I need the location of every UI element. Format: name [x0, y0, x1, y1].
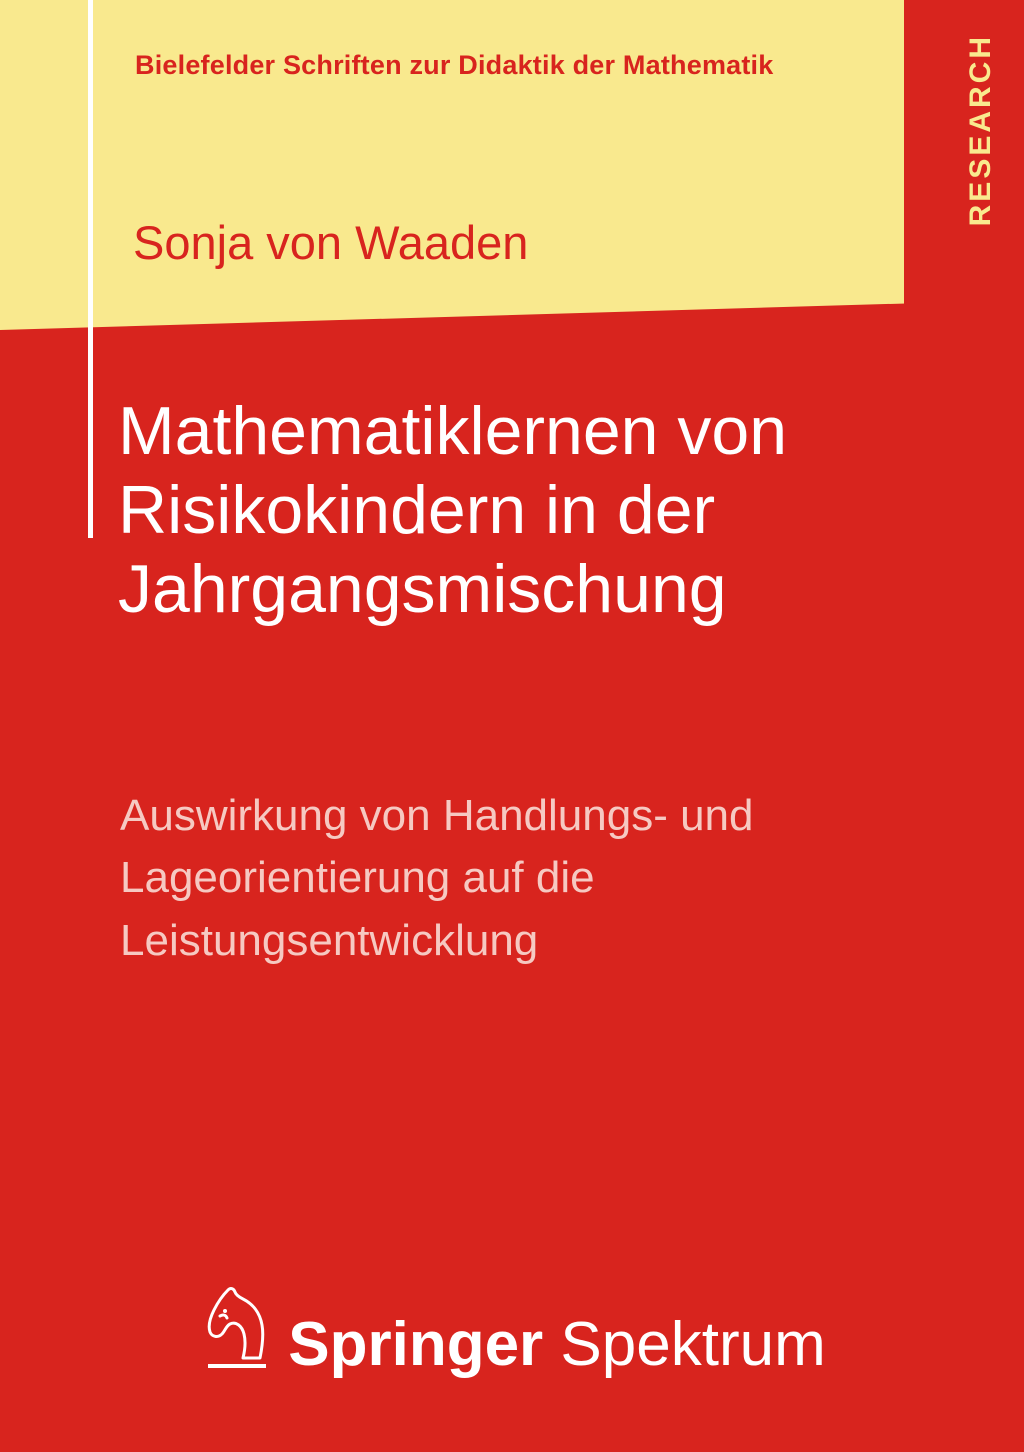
publisher-secondary: Spektrum — [543, 1310, 826, 1379]
left-vertical-rule-lower — [88, 318, 93, 538]
publisher-primary: Springer — [288, 1310, 544, 1379]
title-line-3: Jahrgangsmischung — [118, 550, 727, 627]
title-line-2: Risikokindern in der — [118, 471, 716, 548]
book-subtitle — [120, 785, 920, 972]
book-title — [118, 392, 948, 629]
publisher-name — [288, 1309, 825, 1380]
subtitle-line-1: Auswirkung von Handlungs- und — [120, 791, 754, 840]
title-line-1: Mathematiklernen von — [118, 393, 788, 469]
research-badge: RESEARCH — [964, 34, 997, 227]
left-vertical-rule-upper — [88, 0, 93, 322]
subtitle-line-3: Leistungsentwicklung — [120, 915, 539, 965]
subtitle-line-2: Lageorientierung auf die — [120, 853, 595, 903]
series-title: Bielefelder Schriften zur Didaktik der Mathematik — [135, 50, 774, 80]
publisher-logo — [0, 1282, 1024, 1380]
springer-knight-icon — [198, 1282, 274, 1376]
author-name: Sonja von Waaden — [133, 216, 529, 269]
